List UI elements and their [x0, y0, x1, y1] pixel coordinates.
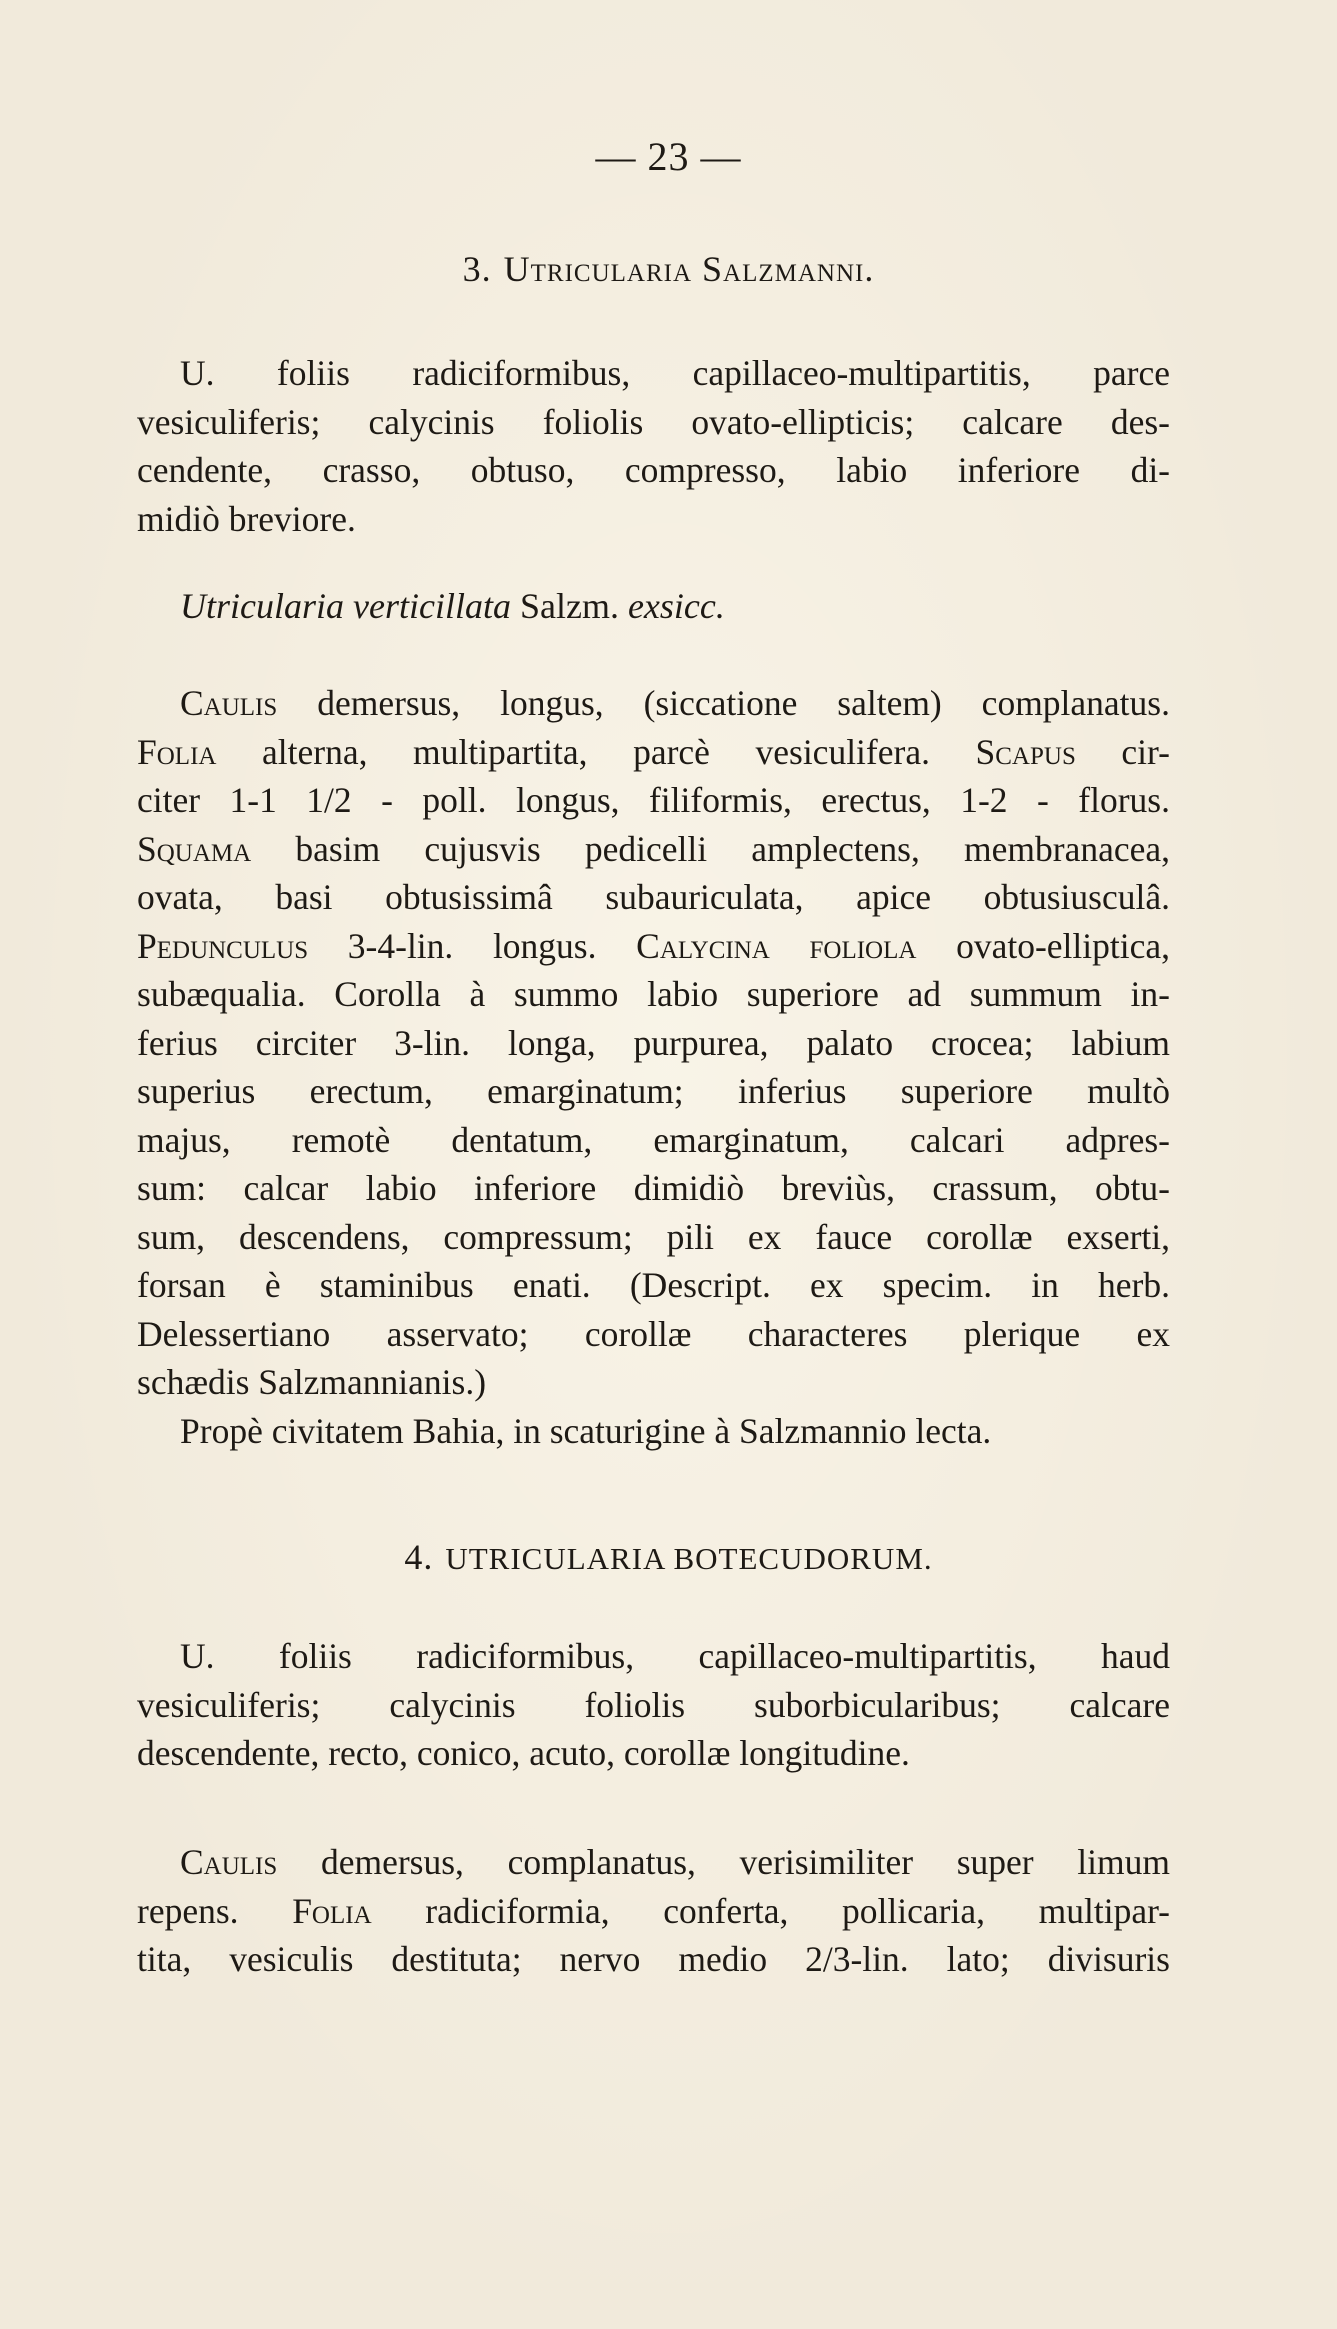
- section-4-number: 4.: [404, 1537, 434, 1577]
- description-line: forsan è staminibus enati. (Descript. ex specim. in herb.: [137, 1265, 1170, 1305]
- section-3-number: 3.: [462, 249, 492, 289]
- description-line: Squama basim cujusvis pedicelli amplectens, membranacea,: [137, 828, 1170, 869]
- synonym-citation: [180, 585, 725, 627]
- locality-line: Propè civitatem Bahia, in scaturigine à Salzmannio lecta.: [180, 1410, 992, 1451]
- section-3-title: Utricularia Salzmanni.: [503, 249, 875, 289]
- diagnosis-line: U. foliis radiciformibus, capillaceo-multipartitis, haud: [180, 1636, 1170, 1676]
- page-number: — 23 —: [595, 134, 742, 179]
- diagnosis-line: descendente, recto, conico, acuto, corollæ longitudine.: [137, 1733, 910, 1773]
- description-line: Caulis demersus, longus, (siccatione saltem) complanatus.: [180, 683, 1170, 723]
- diagnosis-line: vesiculiferis; calycinis foliolis suborbicularibus; calcare: [137, 1684, 1170, 1725]
- description-line: sum, descendens, compressum; pili ex fauce corollæ exserti,: [137, 1216, 1170, 1257]
- diagnosis-line: midiò breviore.: [137, 498, 356, 539]
- synonym-author: Salzm.: [519, 586, 619, 626]
- description-line: ferius circiter 3-lin. longa, purpurea, palato crocea; labium: [137, 1022, 1170, 1063]
- description-line: subæqualia. Corolla à summo labio superiore ad summum in-: [137, 974, 1170, 1014]
- description-line: schædis Salzmannianis.): [137, 1362, 487, 1402]
- description-line: sum: calcar labio inferiore dimidiò breviùs, crassum, obtu-: [137, 1168, 1170, 1208]
- description-line: tita, vesiculis destituta; nervo medio 2/3-lin. lato; divisuris: [137, 1939, 1170, 1979]
- synonym-source: exsicc.: [627, 586, 725, 626]
- description-line: superius erectum, emarginatum; inferius superiore multò: [137, 1071, 1170, 1111]
- section-4-diagnosis: [137, 1632, 1170, 1778]
- section-3-diagnosis: [137, 349, 1170, 543]
- section-3-description: [137, 679, 1170, 1455]
- description-line: majus, remotè dentatum, emarginatum, calcari adpres-: [137, 1119, 1170, 1160]
- section-4-heading: [0, 1536, 1337, 1578]
- diagnosis-line: vesiculiferis; calycinis foliolis ovato-ellipticis; calcare des-: [137, 401, 1170, 442]
- description-line: Pedunculus 3-4-lin. longus. Calycina foliola ovato-elliptica,: [137, 925, 1170, 966]
- description-line: Caulis demersus, complanatus, verisimiliter super limum: [180, 1842, 1170, 1882]
- description-line: repens. Folia radiciformia, conferta, pollicaria, multipar-: [137, 1890, 1171, 1931]
- description-line: Delessertiano asservato; corollæ characteres plerique ex: [137, 1313, 1170, 1354]
- section-4-title: UTRICULARIA BOTECUDORUM.: [445, 1541, 933, 1576]
- diagnosis-line: U. foliis radiciformibus, capillaceo-multipartitis, parce: [180, 353, 1170, 393]
- section-4-description: [137, 1838, 1170, 1984]
- description-line: Folia alterna, multipartita, parcè vesiculifera. Scapus cir-: [137, 731, 1170, 772]
- description-line: ovata, basi obtusissimâ subauriculata, apice obtusiusculâ.: [137, 877, 1170, 917]
- section-3-heading: [0, 248, 1337, 290]
- synonym-name: Utricularia verticillata: [180, 586, 511, 626]
- diagnosis-line: cendente, crasso, obtuso, compresso, labio inferiore di-: [137, 450, 1170, 490]
- description-line: citer 1-1 1/2 - poll. longus, filiformis, erectus, 1-2 - florus.: [137, 780, 1170, 820]
